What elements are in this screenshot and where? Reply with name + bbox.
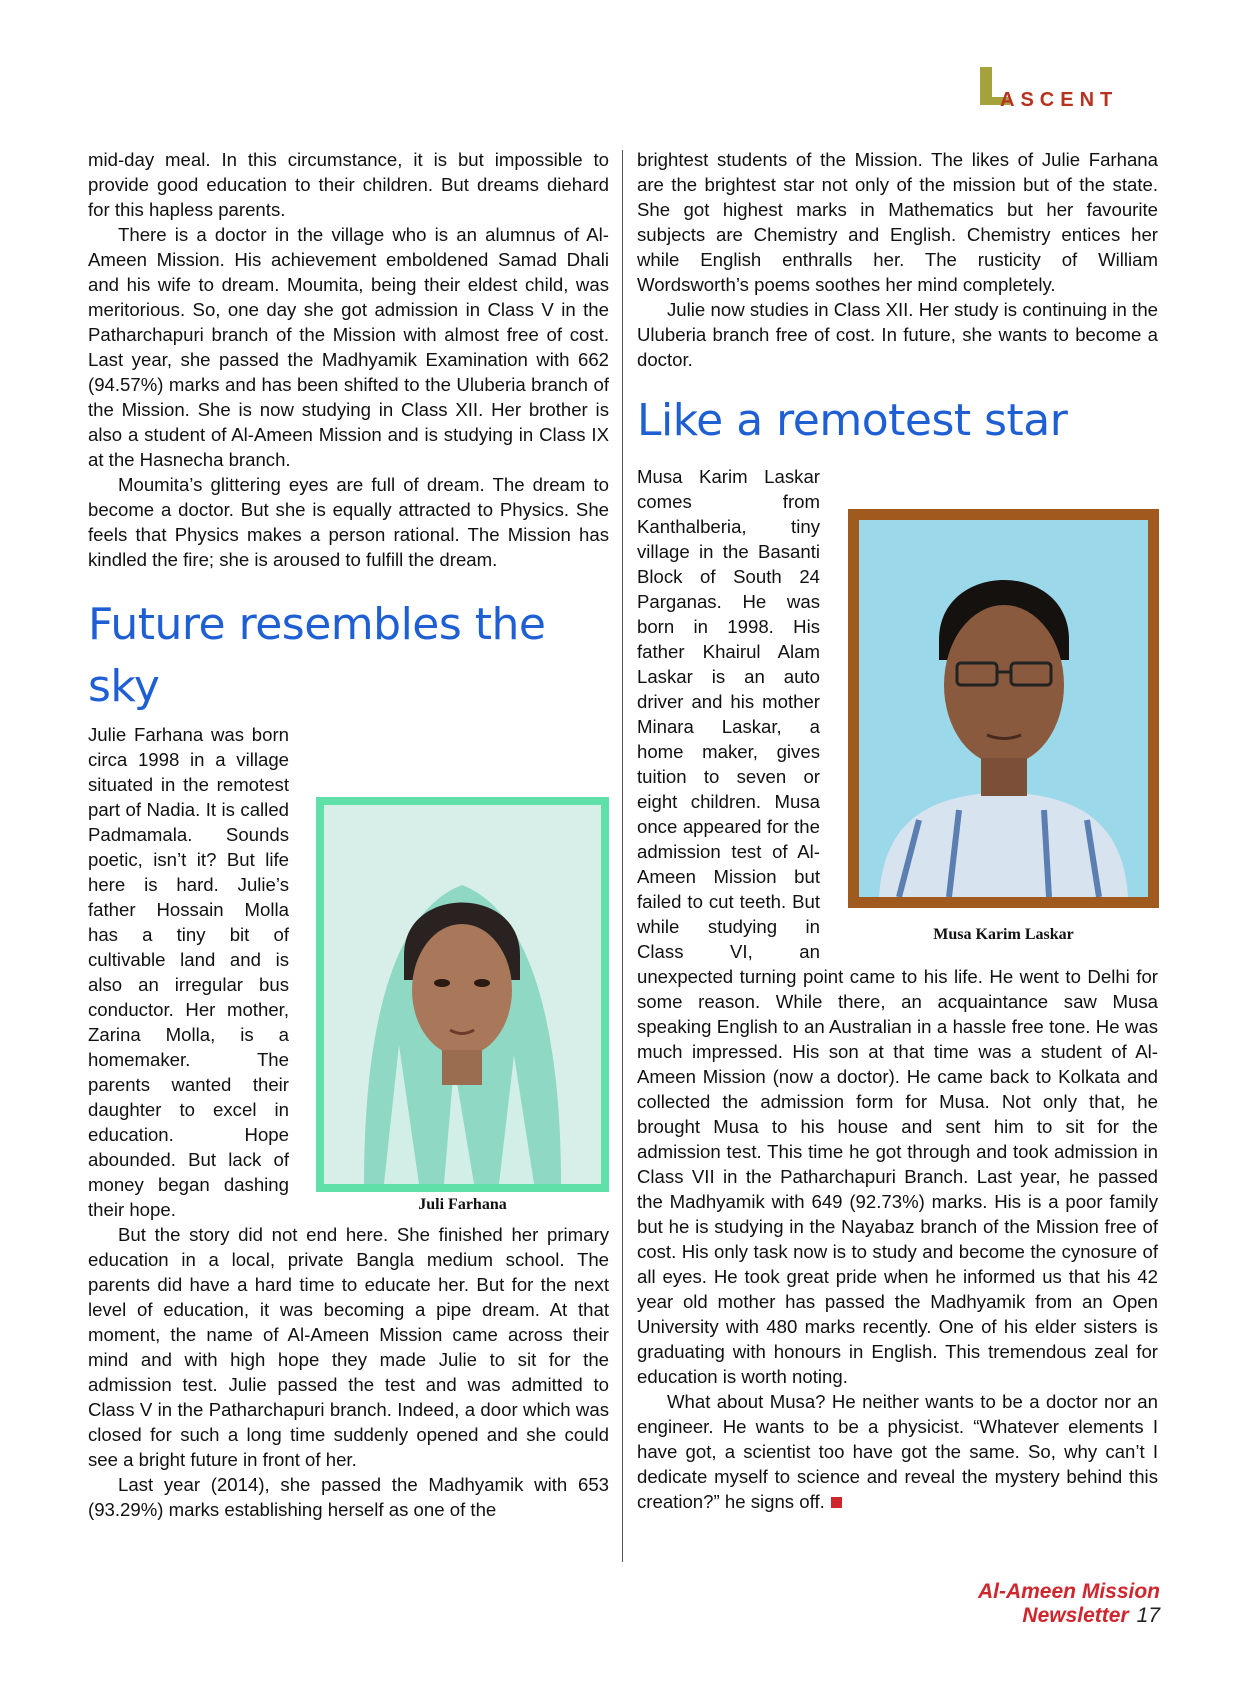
photo-caption-julie: Juli Farhana bbox=[418, 1196, 507, 1213]
ascent-logo bbox=[980, 67, 1160, 111]
paragraph: Julie now studies in Class XII. Her study is continuing in the Uluberia branch free of cost. In future, she wants to become a doctor. bbox=[637, 299, 1158, 370]
paragraph: mid-day meal. In this circumstance, it is but impossible to provide good education to their children. But dreams diehard for this hapless parents. bbox=[88, 149, 609, 220]
paragraph: Moumita’s glittering eyes are full of dream. The dream to become a doctor. But she is equally attracted to Physics. She feels that Physics makes a person rational. The Mission has kindled the fire; she is aroused to fulfill the dream. bbox=[88, 474, 609, 570]
paragraph: Julie Farhana was born circa 1998 in a village situated in the remotest part of Nadia. It is called Padmamala. Sounds poetic, isn’t it? But life here is hard. Julie’s father Hossain Molla has a tiny bit of cultivable land and is also an irregular bus conductor. Her mother, Zarina Molla, is a homemaker. The parents wanted their daughter to excel in education. Hope abounded. But lack of money began dashing their hope. bbox=[88, 724, 289, 1220]
paragraph bbox=[637, 1389, 1158, 1514]
column-divider bbox=[622, 150, 623, 1562]
photo-musa-karim-laskar bbox=[848, 509, 1159, 908]
portrait-boy-icon bbox=[859, 520, 1148, 897]
page-number: 17 bbox=[1136, 1604, 1160, 1627]
paragraph: There is a doctor in the village who is an alumnus of Al-Ameen Mission. His achievement emboldened Samad Dhali and his wife to dream. Moumita, being their eldest child, was meritorious. So, one day she got admission in Class V in the Patharchapuri branch of the Mission with almost free of cost. Last year, she passed the Madhyamik Examination with 662 (94.57%) marks and has been shifted to the Uluberia branch of the Mission. She is now studying in Class XII. Her brother is also a student of Al-Ameen Mission and is studying in Class IX at the Hasnecha branch. bbox=[88, 224, 609, 470]
newsletter-name: Al-Ameen Mission Newsletter bbox=[977, 1580, 1160, 1627]
end-mark-icon bbox=[831, 1497, 842, 1508]
photo-caption-musa: Musa Karim Laskar bbox=[933, 926, 1074, 943]
article-heading-future: Future resembles the sky bbox=[88, 599, 546, 712]
paragraph: Musa Karim Laskar comes from Kanthalberia, tiny village in the Basanti Block of South 24 Parganas. He was born in 1998. His father Khairul Alam Laskar is an auto driver and his mother Minara Laskar, a home maker, gives tuition to seven or eight children. Musa once appeared for the admission test of Al-Ameen Mission but failed to cut teeth. But while studying in Class VI, an unexpected turning point came to his life. He went to Delhi for some reason. While there, an acquaintance saw Musa speaking English to an Australian in a hassle free tone. He was much impressed. His son at that time was a student of Al-Ameen Mission (now a doctor). He came back to Kolkata and collected the admission form for Musa. Not only that, he brought Musa to his house and sent him to sit for the admission test. This time he got through and took admission in Class VII in the Patharchapuri Branch. Last year, he passed the Madhyamik with 649 (92.73%) marks. His is a poor family but he is studying in the Nayabaz branch of the Mission free of cost. His only task now is to study and become the cynosure of all eyes. He took great pride when he informed us that his 42 year old mother has passed the Madhyamik from an Open University with 480 marks recently. One of his elder sisters is graduating with honours in English. This tremendous zeal for education is worth noting. bbox=[637, 466, 1158, 1387]
article-heading-like: Like a remotest star bbox=[637, 395, 1068, 446]
page-footer bbox=[844, 1580, 1160, 1628]
photo-juli-farhana bbox=[316, 797, 609, 1192]
paragraph: But the story did not end here. She finished her primary education in a local, private Bangla medium school. The parents did have a hard time to educate her. But for the next level of education, it was becoming a pipe dream. At that moment, the name of Al-Ameen Mission came across their mind and with high hope they made Julie to sit for the admission test. Julie passed the test and was admitted to Class V in the Patharchapuri branch. Indeed, a door which was closed for such a long time suddenly opened and she could see a bright future in front of her. bbox=[88, 1224, 609, 1470]
paragraph: brightest students of the Mission. The likes of Julie Farhana are the brightest star not only of the mission but of the state. She got highest marks in Mathematics but her favourite subjects are Chemistry and English. Chemistry entices her while English enthralls her. The rusticity of William Wordsworth’s poems soothes her mind completely. bbox=[637, 149, 1158, 295]
paragraph-text: What about Musa? He neither wants to be a doctor nor an engineer. He wants to be a physicist. “Whatever elements I have got, a scientist too have got the same. So, why can’t I dedicate myself to science and reveal the mystery behind this creation?” he signs off. bbox=[637, 1391, 1158, 1512]
portrait-girl-icon bbox=[324, 805, 601, 1184]
paragraph: Last year (2014), she passed the Madhyamik with 653 (93.29%) marks establishing herself as one of the bbox=[88, 1474, 609, 1520]
logo-text: ASCENT bbox=[1000, 89, 1119, 111]
